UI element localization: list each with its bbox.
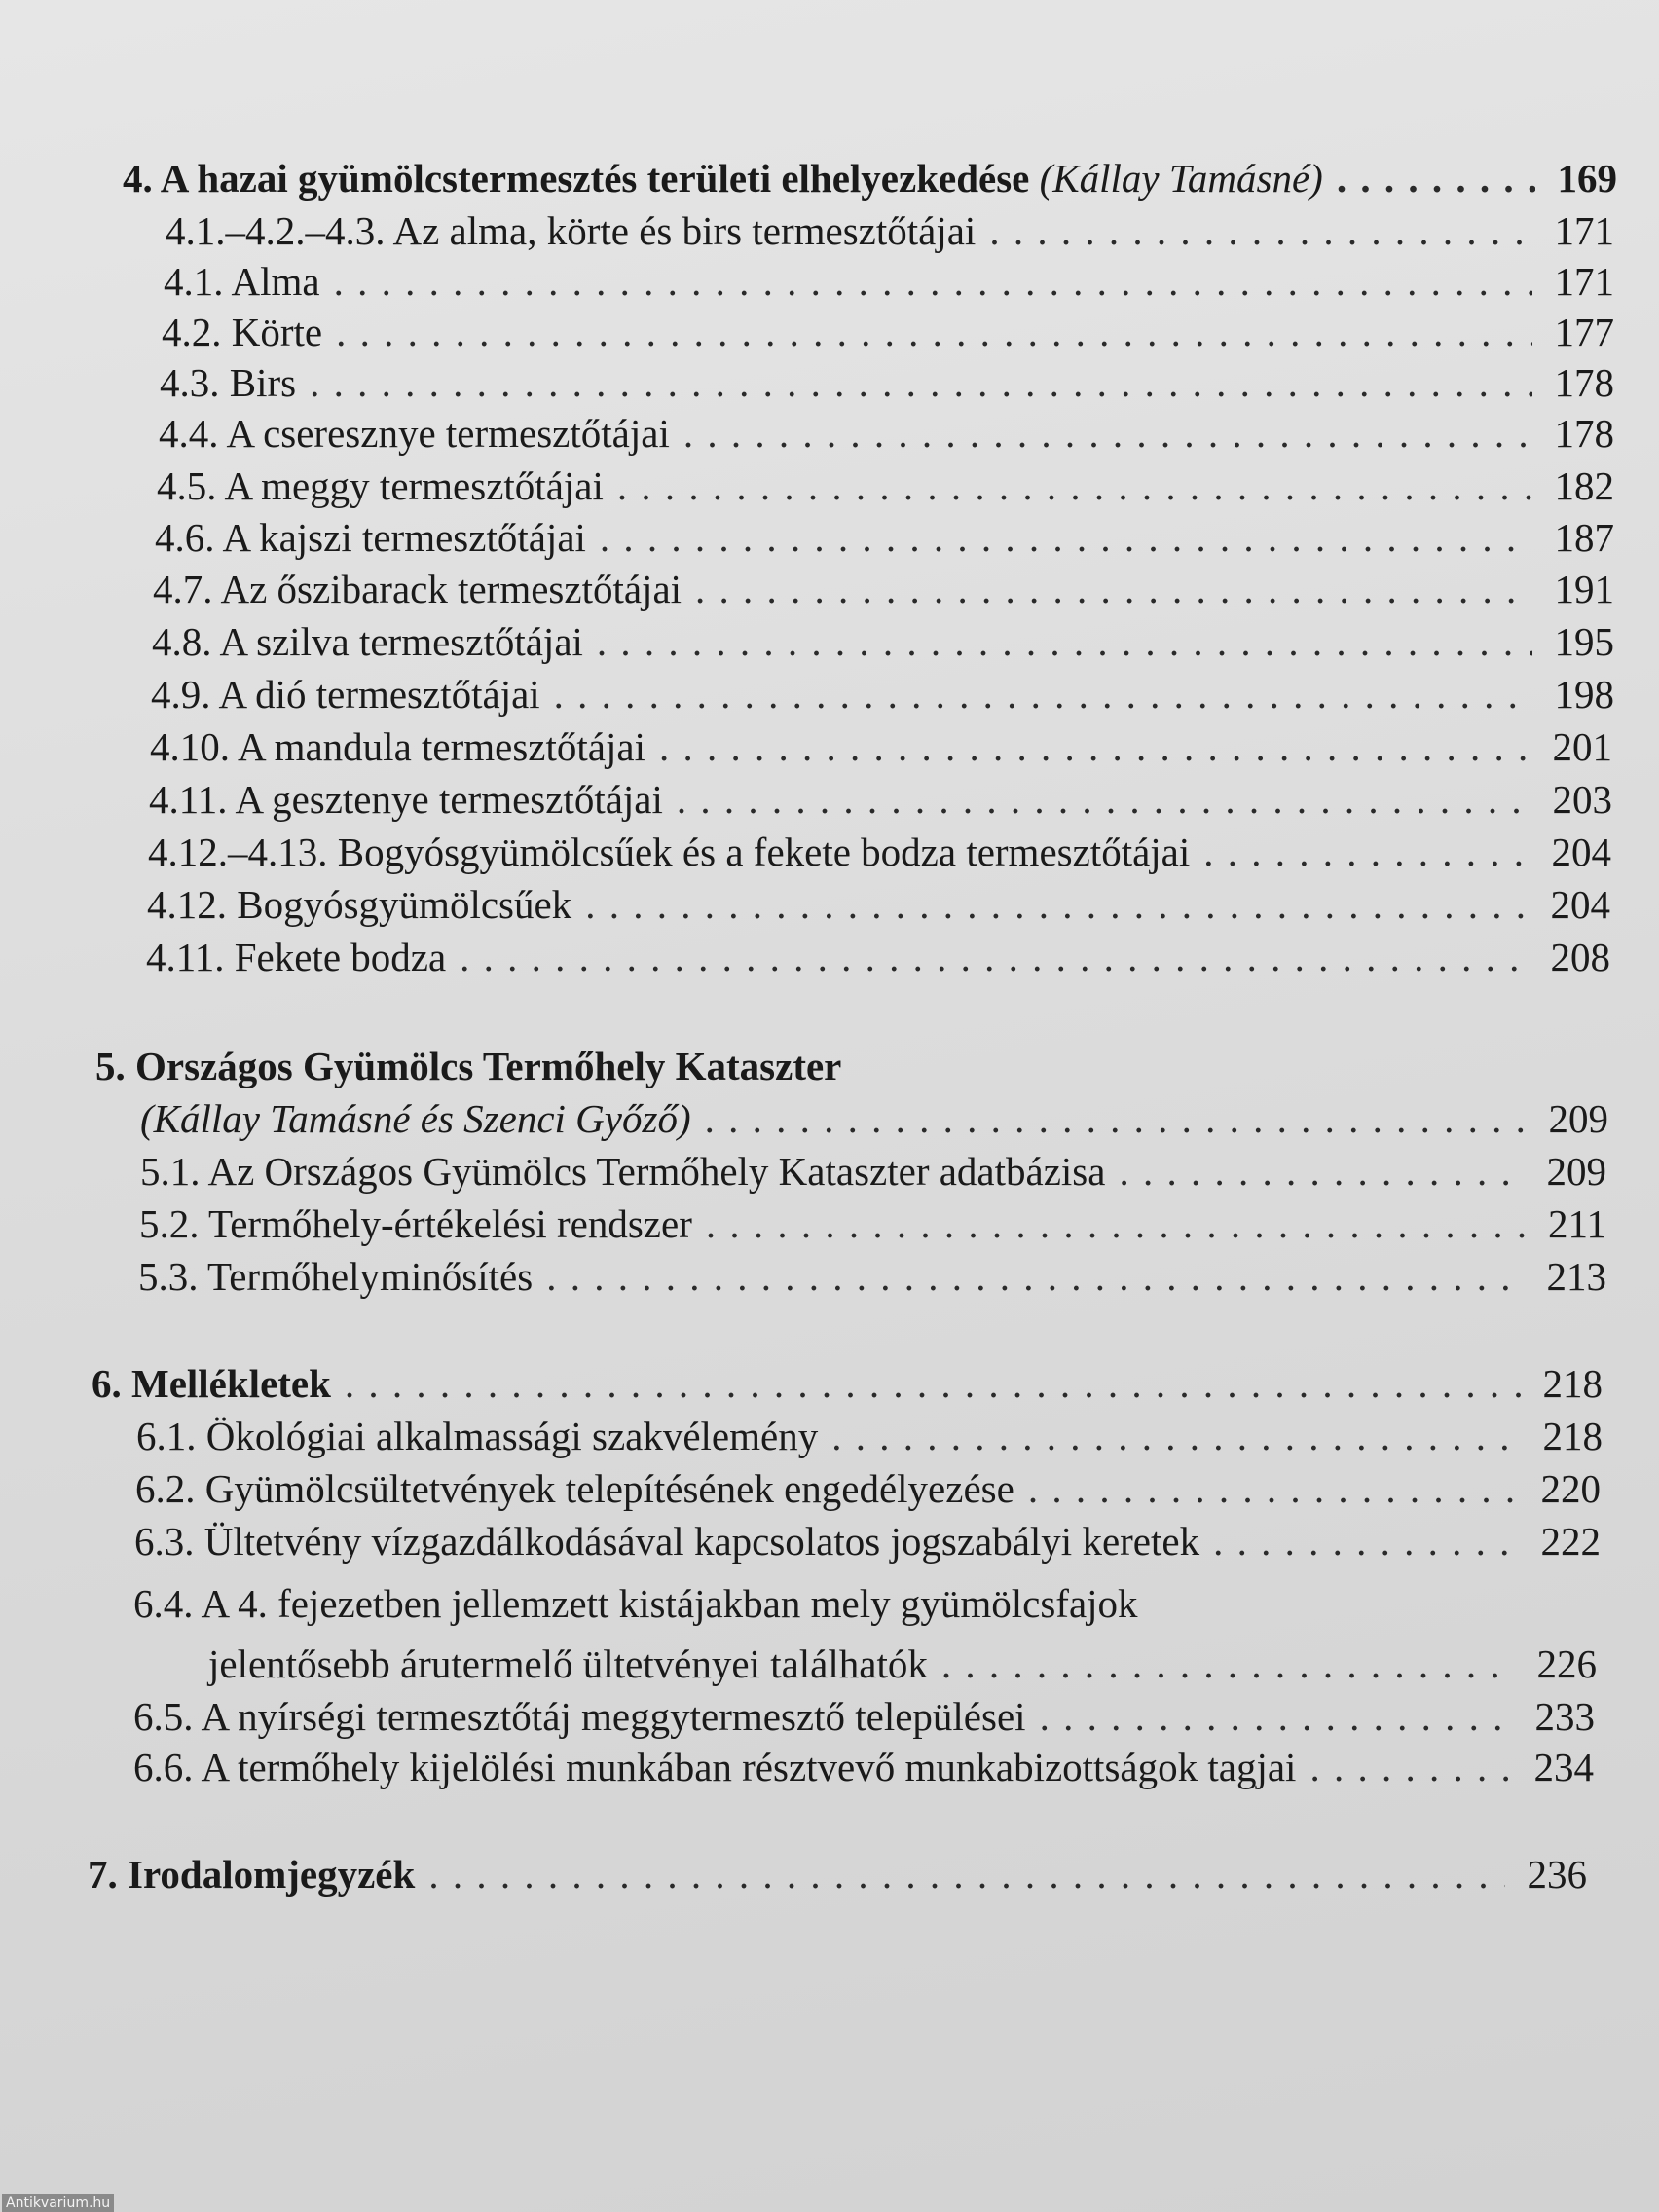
page-number: 203 <box>1552 777 1612 822</box>
entry-label: jelentősebb árutermelő ültetvényei találhatók <box>208 1641 928 1686</box>
dot-leader <box>585 880 1529 929</box>
toc-entry <box>208 1640 1597 1688</box>
toc-entry <box>147 880 1610 929</box>
dot-leader <box>428 1850 1505 1899</box>
watermark: Antikvarium.hu <box>2 2194 114 2212</box>
entry-label: 4.11. A gesztenye termesztőtájai <box>149 777 663 822</box>
entry-label: 4.3. Birs <box>160 360 297 405</box>
chapter-5-author-line <box>140 1094 1608 1143</box>
dot-leader <box>600 513 1532 562</box>
entry-label: 6.1. Ökológiai alkalmassági szakvélemény <box>136 1414 819 1458</box>
chapter-title: Mellékletek <box>131 1361 331 1406</box>
toc-entry <box>139 1199 1606 1248</box>
page-number: 204 <box>1550 882 1610 927</box>
dot-leader <box>460 933 1529 981</box>
dot-leader <box>1309 1743 1512 1791</box>
chapter-7-heading <box>88 1850 1587 1899</box>
toc-entry <box>134 1517 1601 1566</box>
page-number: 236 <box>1527 1852 1587 1897</box>
dot-leader <box>1119 1147 1525 1196</box>
toc-entry <box>153 565 1614 613</box>
entry-label: 4.9. A dió termesztőtájai <box>151 672 540 717</box>
dot-leader <box>941 1640 1515 1688</box>
page-number: 222 <box>1540 1519 1601 1564</box>
dot-leader <box>705 1094 1527 1143</box>
chapter-5-heading <box>95 1042 841 1090</box>
entry-label: 5.3. Termőhelyminősítés <box>138 1254 534 1299</box>
chapter-author: (Kállay Tamásné és Szenci Győző) <box>140 1096 691 1141</box>
dot-leader <box>546 1252 1525 1301</box>
dot-leader <box>617 461 1532 510</box>
entry-label: 4.2. Körte <box>162 310 323 354</box>
page-number: 204 <box>1551 830 1611 874</box>
entry-label: 6.5. A nyírségi termesztőtáj meggytermesztő települései <box>133 1694 1026 1739</box>
toc-entry <box>151 670 1614 719</box>
toc-entry <box>136 1412 1603 1460</box>
toc-entry <box>155 513 1614 562</box>
dot-leader <box>695 565 1532 613</box>
entry-label: 4.5. A meggy termesztőtájai <box>157 463 604 508</box>
toc-entry <box>152 617 1614 666</box>
toc-entry <box>135 1464 1601 1513</box>
entry-label: 6.6. A termőhely kijelölési munkában résztvevő munkabizottságok tagjai <box>133 1745 1297 1789</box>
dot-leader <box>1213 1517 1519 1566</box>
dot-leader <box>1040 1692 1513 1741</box>
toc-entry <box>164 257 1614 306</box>
page-number: 191 <box>1554 567 1614 611</box>
entry-label: 4.10. A mandula termesztőtájai <box>150 724 645 769</box>
dot-leader <box>310 358 1532 407</box>
toc-entry <box>160 358 1614 407</box>
chapter-6-heading <box>92 1359 1603 1408</box>
page-number: 211 <box>1548 1201 1606 1246</box>
dot-leader <box>1203 828 1530 876</box>
page-number: 226 <box>1536 1641 1597 1686</box>
dot-leader <box>831 1412 1521 1460</box>
page-number: 218 <box>1542 1361 1603 1406</box>
chapter-number: 7. <box>88 1852 118 1897</box>
page-number: 182 <box>1554 463 1614 508</box>
chapter-number: 5. <box>95 1044 126 1088</box>
page-number: 213 <box>1546 1254 1606 1299</box>
entry-label: 4.12. Bogyósgyümölcsűek <box>147 882 572 927</box>
page-number: 177 <box>1554 310 1614 354</box>
dot-leader <box>336 308 1532 356</box>
page-number: 198 <box>1554 672 1614 717</box>
entry-label: 4.4. A cseresznye termesztőtájai <box>159 411 670 456</box>
chapter-title: A hazai gyümölcstermesztés területi elhelyezkedése <box>160 156 1030 201</box>
dot-leader <box>554 670 1532 719</box>
entry-label: 6.2. Gyümölcsültetvények telepítésének engedélyezése <box>135 1466 1014 1511</box>
page-number: 171 <box>1554 259 1614 304</box>
toc-entry <box>159 409 1614 458</box>
entry-label: 4.1. Alma <box>164 259 320 304</box>
entry-label: 6.3. Ültetvény vízgazdálkodásával kapcsolatos jogszabályi keretek <box>134 1519 1200 1564</box>
page-number: 178 <box>1554 360 1614 405</box>
chapter-title: Országos Gyümölcs Termőhely Kataszter <box>135 1044 842 1088</box>
entry-label: 4.7. Az őszibarack termesztőtájai <box>153 567 682 611</box>
toc-entry <box>157 461 1614 510</box>
dot-leader <box>345 1359 1521 1408</box>
page-number: 208 <box>1550 935 1610 979</box>
toc-entry <box>140 1147 1606 1196</box>
dot-leader <box>1028 1464 1519 1513</box>
toc-entry <box>149 775 1612 824</box>
page-number: 220 <box>1540 1466 1601 1511</box>
page-number: 209 <box>1546 1149 1606 1194</box>
toc-entry <box>138 1252 1606 1301</box>
dot-leader <box>677 775 1530 824</box>
page-number: 169 <box>1557 156 1617 201</box>
page-number: 195 <box>1554 619 1614 664</box>
entry-label: 4.8. A szilva termesztőtájai <box>152 619 583 664</box>
entry-label: 5.1. Az Országos Gyümölcs Termőhely Kataszter adatbázisa <box>140 1149 1106 1194</box>
entry-label: 4.1.–4.2.–4.3. Az alma, körte és birs termesztőtájai <box>166 208 977 253</box>
dot-leader <box>659 722 1530 771</box>
page-number: 171 <box>1554 208 1614 253</box>
entry-label: 4.6. A kajszi termesztőtájai <box>155 515 586 560</box>
toc-entry <box>133 1692 1595 1741</box>
chapter-number: 4. <box>123 156 153 201</box>
dot-leader <box>334 257 1532 306</box>
chapter-author: (Kállay Tamásné) <box>1039 156 1323 201</box>
toc-entry <box>150 722 1612 771</box>
toc-entry <box>133 1579 1138 1628</box>
entry-label: 4.11. Fekete bodza <box>146 935 447 979</box>
entry-label: 4.12.–4.13. Bogyósgyümölcsűek és a fekete bodza termesztőtájai <box>148 830 1191 874</box>
toc-entry <box>146 933 1610 981</box>
page-number: 209 <box>1548 1096 1608 1141</box>
page-number: 233 <box>1534 1694 1595 1739</box>
chapter-title: Irodalomjegyzék <box>128 1852 416 1897</box>
dot-leader <box>683 409 1532 458</box>
dot-leader <box>706 1199 1525 1248</box>
toc-entry <box>133 1743 1594 1791</box>
entry-label: 5.2. Termőhely-értékelési rendszer <box>139 1201 692 1246</box>
page-number: 178 <box>1554 411 1614 456</box>
entry-label: 6.4. A 4. fejezetben jellemzett kistájakban mely gyümölcsfajok <box>133 1581 1138 1626</box>
dot-leader <box>597 617 1532 666</box>
toc-entry <box>166 206 1614 255</box>
toc-entry <box>148 828 1611 876</box>
chapter-4-heading <box>123 154 1617 203</box>
page-number: 201 <box>1552 724 1612 769</box>
page-number: 187 <box>1554 515 1614 560</box>
page-number: 234 <box>1533 1745 1594 1789</box>
chapter-number: 6. <box>92 1361 122 1406</box>
dot-leader <box>1337 154 1535 203</box>
page-number: 218 <box>1542 1414 1603 1458</box>
dot-leader <box>989 206 1532 255</box>
toc-entry <box>162 308 1614 356</box>
